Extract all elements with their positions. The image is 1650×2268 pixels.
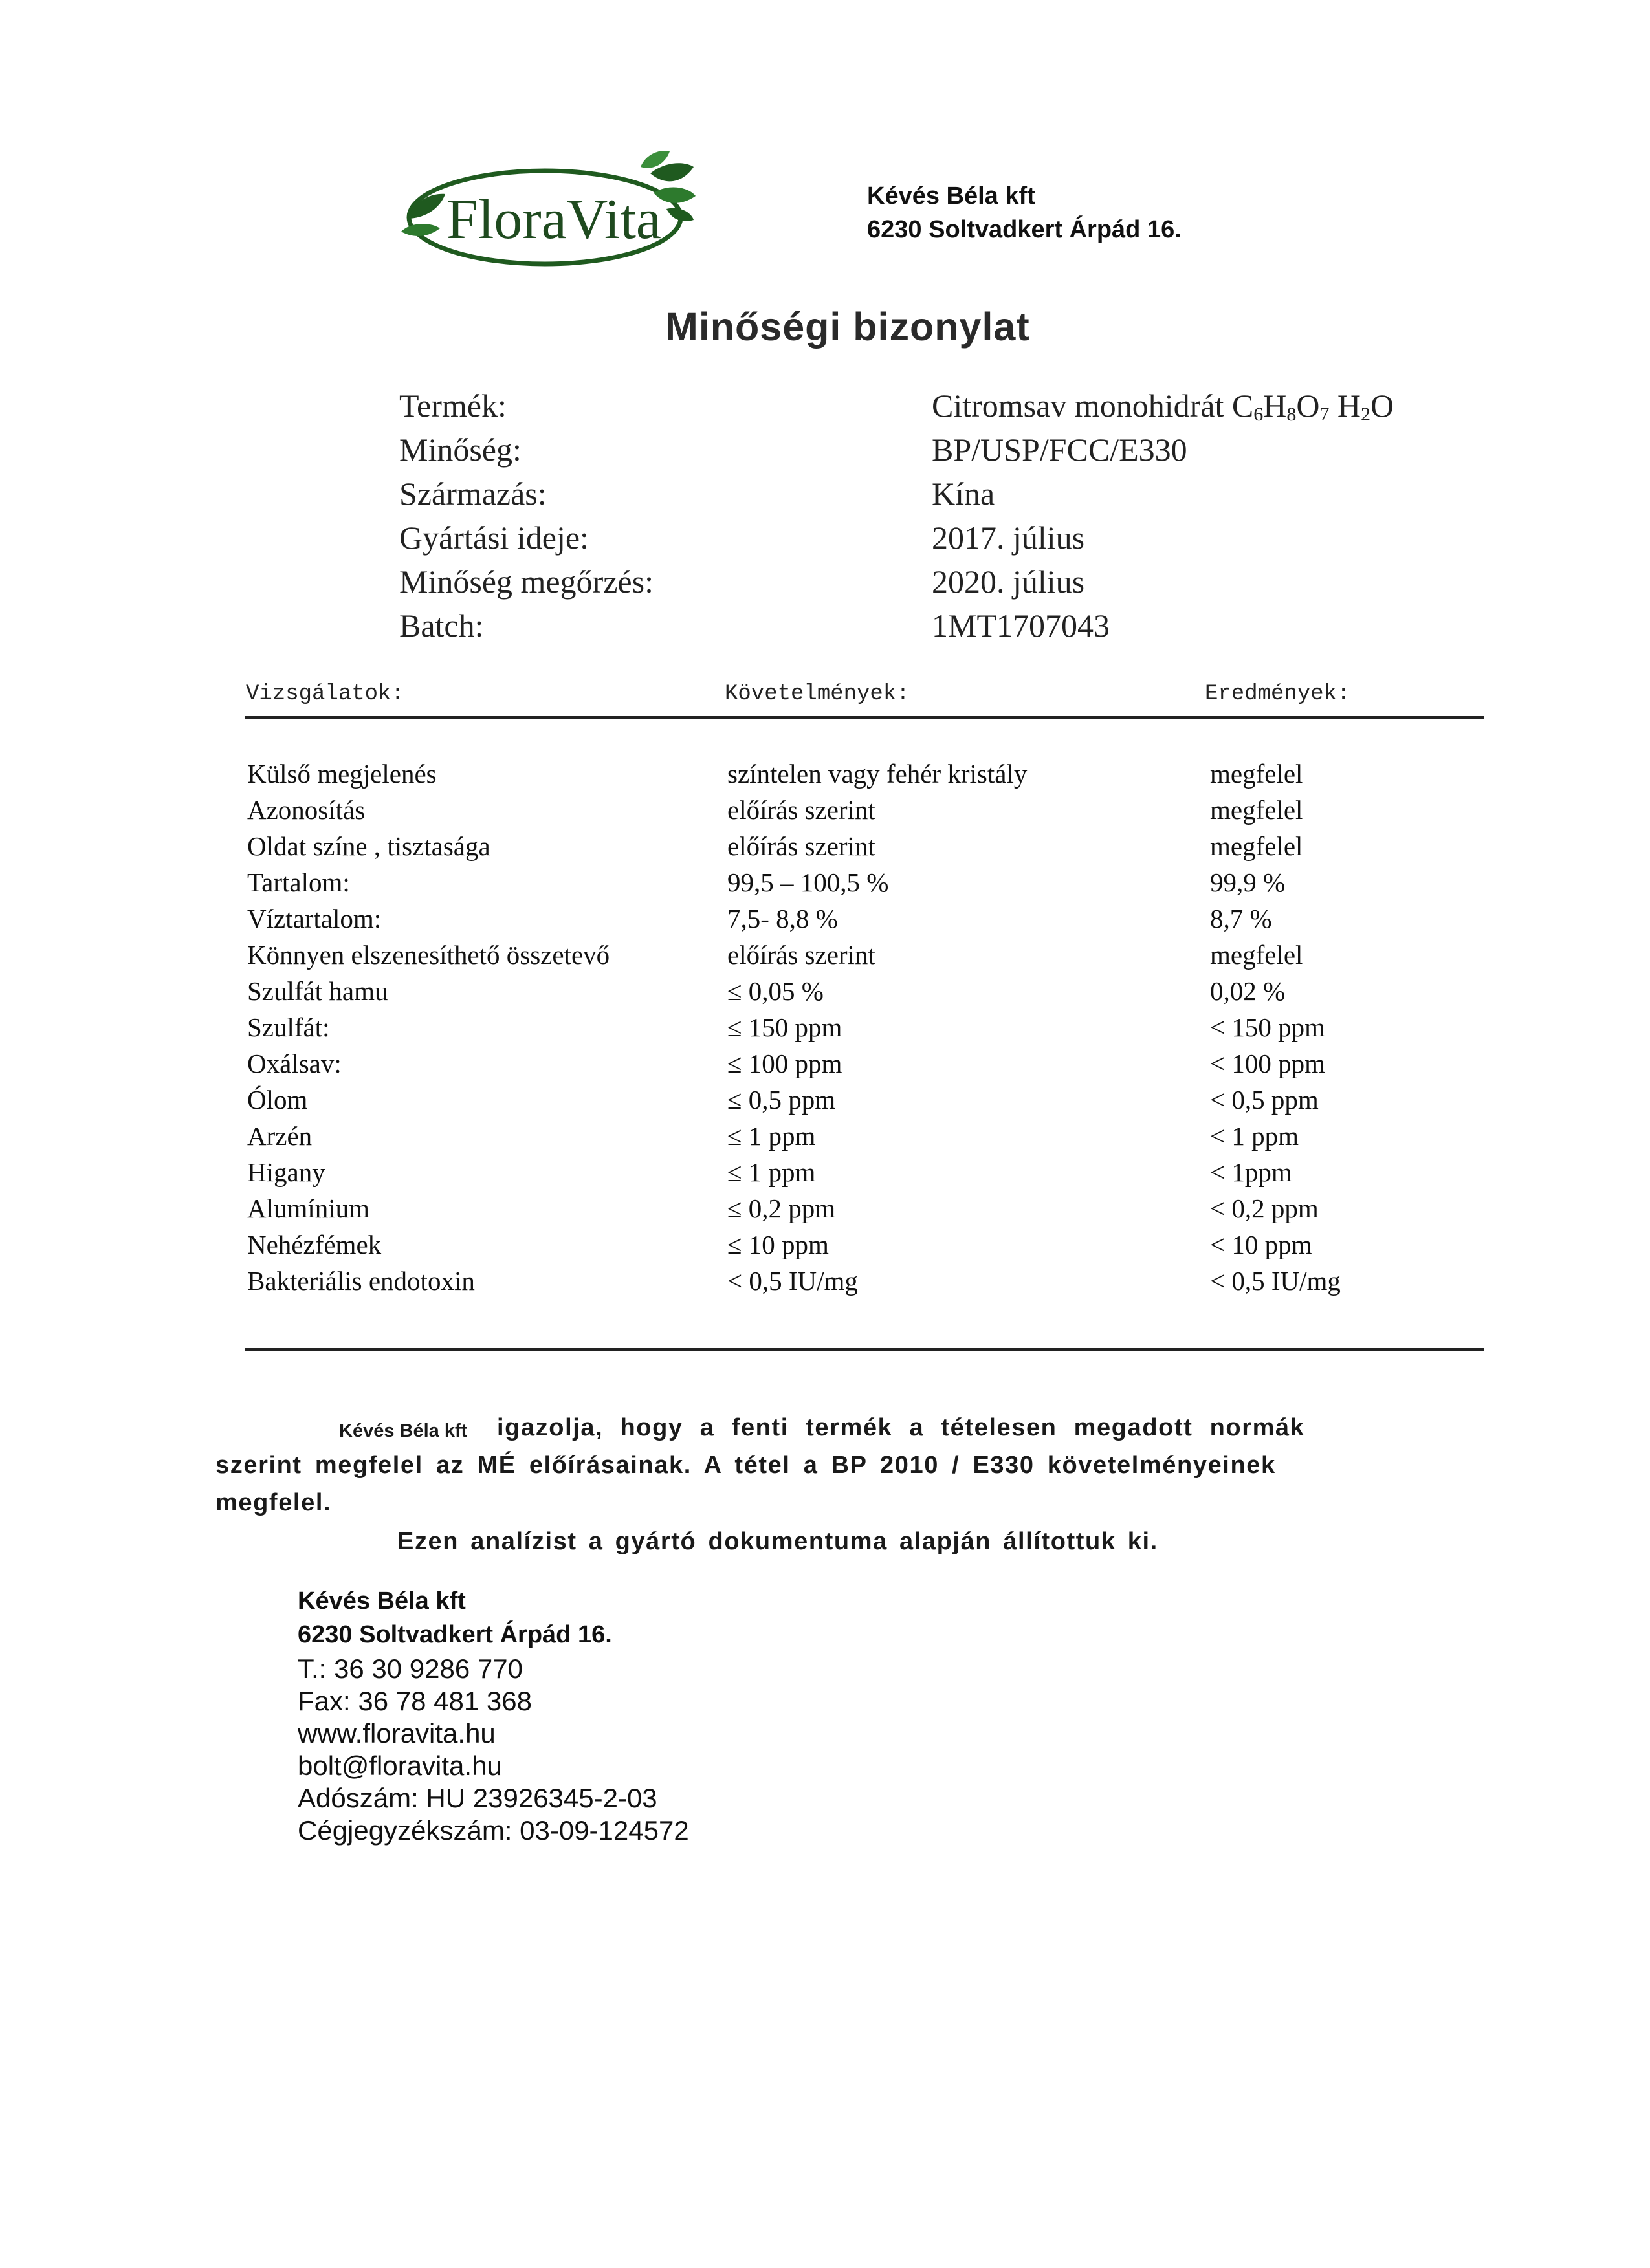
table-cell: < 0,2 ppm	[1210, 1194, 1319, 1223]
floravita-logo	[395, 147, 699, 277]
footer-company-registration: Cégjegyzékszám: 03-09-124572	[298, 1815, 689, 1846]
table-cell: ≤ 10 ppm	[727, 1230, 829, 1259]
info-value-best-before: 2020. július	[932, 563, 1085, 600]
table-cell: Higany	[247, 1157, 325, 1187]
table-cell: 7,5- 8,8 %	[727, 904, 838, 933]
table-cell: ≤ 0,2 ppm	[727, 1194, 836, 1223]
declaration-statement: Ezen analízist a gyártó dokumentuma alapján állítottuk ki.	[397, 1528, 1158, 1555]
table-cell: < 150 ppm	[1210, 1012, 1326, 1042]
company-address: 6230 Soltvadkert Árpád 16.	[867, 216, 1182, 243]
table-header-tests: Vizsgálatok:	[246, 682, 404, 706]
table-cell: Nehézfémek	[247, 1230, 382, 1259]
table-cell: < 1 ppm	[1210, 1121, 1299, 1151]
table-cell: Szulfát:	[247, 1012, 330, 1042]
table-cell: Szulfát hamu	[247, 976, 388, 1006]
info-value-product: Citromsav monohidrát $C_6H_8O_7$ $H_2O$	[932, 387, 1394, 425]
footer-company-name: Kévés Béla kft	[298, 1587, 466, 1615]
footer-tax-number: Adószám: HU 23926345-2-03	[298, 1783, 657, 1813]
footer-phone: T.: 36 30 9286 770	[298, 1653, 523, 1684]
table-header-requirements: Követelmények:	[725, 682, 910, 706]
table-cell: < 0,5 IU/mg	[1210, 1266, 1341, 1296]
declaration-line: szerint megfelel az MÉ előírásainak. A tétel a BP 2010 / E330 követelményeinek	[215, 1452, 1276, 1479]
table-header-results: Eredmények:	[1205, 682, 1350, 706]
footer-email: bolt@floravita.hu	[298, 1750, 502, 1781]
table-cell: Víztartalom:	[247, 904, 382, 933]
table-cell: előírás szerint	[727, 831, 875, 861]
table-cell: < 0,5 IU/mg	[727, 1266, 858, 1296]
table-bottom-divider	[245, 1348, 1484, 1351]
info-value-origin: Kína	[932, 475, 995, 512]
table-cell: 99,5 – 100,5 %	[727, 867, 889, 897]
table-cell: ≤ 1 ppm	[727, 1121, 816, 1151]
table-cell: ≤ 1 ppm	[727, 1157, 816, 1187]
info-value-quality: BP/USP/FCC/E330	[932, 431, 1187, 468]
info-label-origin: Származás:	[399, 475, 547, 512]
table-cell: < 1ppm	[1210, 1157, 1292, 1187]
table-cell: Külső megjelenés	[247, 759, 437, 789]
table-header-divider	[245, 716, 1484, 719]
info-value-production-date: 2017. július	[932, 519, 1085, 556]
info-label-quality: Minőség:	[399, 431, 522, 468]
table-cell: 99,9 %	[1210, 867, 1286, 897]
info-label-product: Termék:	[399, 387, 507, 424]
footer-website: www.floravita.hu	[298, 1718, 496, 1749]
info-value-batch: 1MT1707043	[932, 607, 1110, 644]
logo-text: FloraVita	[446, 188, 661, 251]
info-label-batch: Batch:	[399, 607, 484, 644]
declaration-line: igazolja, hogy a fenti termék a tételesen megadott normák	[497, 1414, 1305, 1441]
info-label-production-date: Gyártási ideje:	[399, 519, 589, 556]
table-cell: Tartalom:	[247, 867, 350, 897]
declaration-line: megfelel.	[215, 1489, 332, 1516]
table-cell: Alumínium	[247, 1194, 370, 1223]
declaration-company: Kévés Béla kft	[339, 1421, 468, 1441]
table-cell: Bakteriális endotoxin	[247, 1266, 475, 1296]
table-cell: Azonosítás	[247, 795, 366, 825]
table-cell: Oxálsav:	[247, 1049, 342, 1078]
table-cell: színtelen vagy fehér kristály	[727, 759, 1028, 789]
table-cell: < 0,5 ppm	[1210, 1085, 1319, 1115]
footer-fax: Fax: 36 78 481 368	[298, 1686, 532, 1716]
table-cell: 8,7 %	[1210, 904, 1272, 933]
table-cell: Könnyen elszenesíthető összetevő	[247, 940, 610, 970]
table-cell: megfelel	[1210, 831, 1303, 861]
company-name: Kévés Béla kft	[867, 182, 1035, 210]
table-cell: ≤ 0,05 %	[727, 976, 824, 1006]
info-label-best-before: Minőség megőrzés:	[399, 563, 654, 600]
table-cell: megfelel	[1210, 795, 1303, 825]
table-cell: előírás szerint	[727, 940, 875, 970]
table-cell: ≤ 100 ppm	[727, 1049, 842, 1078]
table-cell: megfelel	[1210, 940, 1303, 970]
table-cell: előírás szerint	[727, 795, 875, 825]
table-cell: ≤ 0,5 ppm	[727, 1085, 836, 1115]
table-cell: Oldat színe , tisztasága	[247, 831, 490, 861]
table-cell: < 10 ppm	[1210, 1230, 1312, 1259]
table-cell: Ólom	[247, 1085, 308, 1115]
table-cell: megfelel	[1210, 759, 1303, 789]
footer-address: 6230 Soltvadkert Árpád 16.	[298, 1621, 612, 1648]
table-cell: 0,02 %	[1210, 976, 1286, 1006]
table-cell: ≤ 150 ppm	[727, 1012, 842, 1042]
table-cell: < 100 ppm	[1210, 1049, 1326, 1078]
page-title: Minőségi bizonylat	[665, 305, 1030, 349]
table-cell: Arzén	[247, 1121, 313, 1151]
